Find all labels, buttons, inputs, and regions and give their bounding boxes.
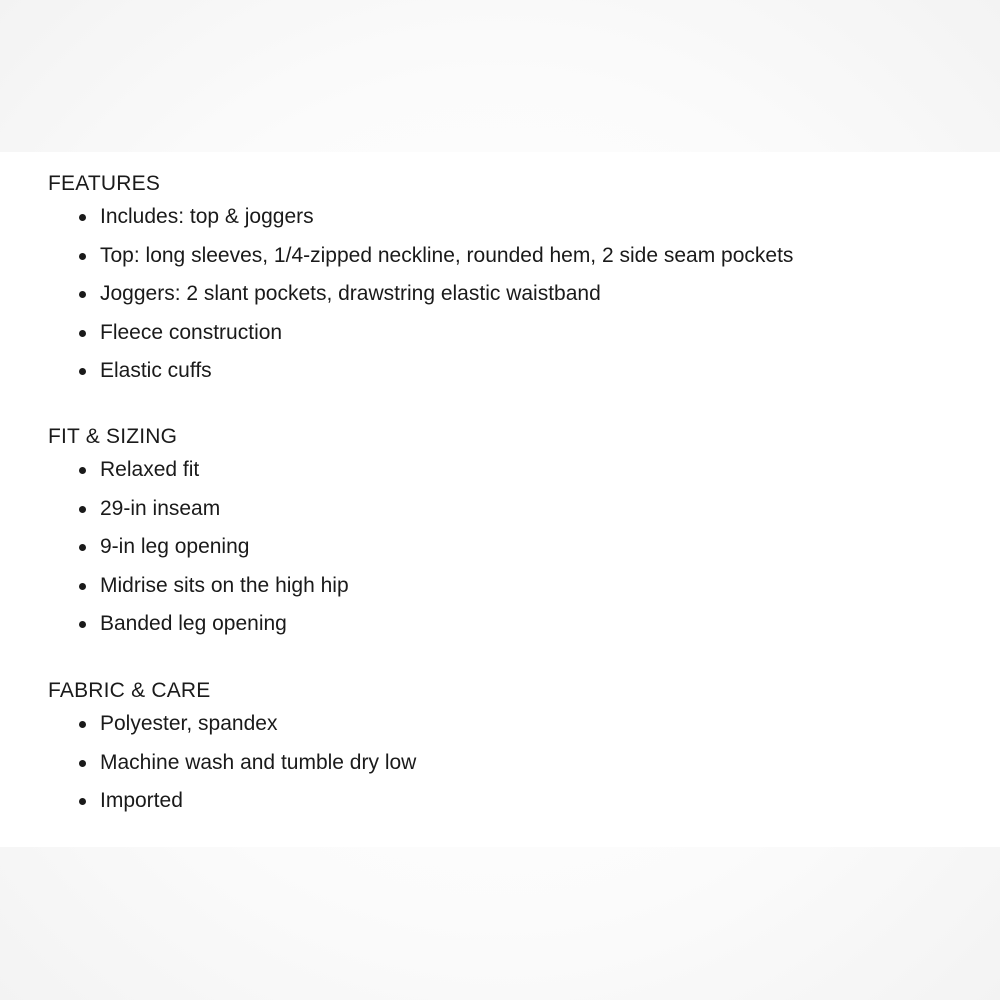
bullet-icon bbox=[79, 798, 86, 805]
list-item: 29-in inseam bbox=[48, 490, 948, 529]
list-item: Fleece construction bbox=[48, 314, 948, 353]
list-item: Top: long sleeves, 1/4-zipped neckline, rounded hem, 2 side seam pockets bbox=[48, 237, 948, 276]
list-item: Elastic cuffs bbox=[48, 352, 948, 391]
bullet-icon bbox=[79, 506, 86, 513]
section-fabric-care bbox=[48, 679, 948, 821]
bullet-icon bbox=[79, 721, 86, 728]
list-item: Machine wash and tumble dry low bbox=[48, 744, 948, 783]
bullet-icon bbox=[79, 544, 86, 551]
list-item: 9-in leg opening bbox=[48, 528, 948, 567]
fabric-care-list bbox=[48, 705, 948, 821]
section-fit-sizing bbox=[48, 425, 948, 644]
list-item: Polyester, spandex bbox=[48, 705, 948, 744]
bullet-icon bbox=[79, 583, 86, 590]
bullet-icon bbox=[79, 467, 86, 474]
list-item: Joggers: 2 slant pockets, drawstring elastic waistband bbox=[48, 275, 948, 314]
section-features bbox=[48, 172, 948, 391]
list-item: Banded leg opening bbox=[48, 605, 948, 644]
list-item: Imported bbox=[48, 782, 948, 821]
bullet-icon bbox=[79, 330, 86, 337]
product-details-panel bbox=[0, 152, 1000, 847]
section-title-fabric-care: FABRIC & CARE bbox=[48, 679, 211, 702]
section-title-features: FEATURES bbox=[48, 172, 161, 195]
bullet-icon bbox=[79, 214, 86, 221]
bullet-icon bbox=[79, 368, 86, 375]
bullet-icon bbox=[79, 760, 86, 767]
features-list bbox=[48, 198, 948, 391]
list-item: Midrise sits on the high hip bbox=[48, 567, 948, 606]
bullet-icon bbox=[79, 621, 86, 628]
list-item: Includes: top & joggers bbox=[48, 198, 948, 237]
bullet-icon bbox=[79, 291, 86, 298]
list-item: Relaxed fit bbox=[48, 451, 948, 490]
fit-sizing-list bbox=[48, 451, 948, 644]
section-title-fit-sizing: FIT & SIZING bbox=[48, 425, 178, 448]
bullet-icon bbox=[79, 253, 86, 260]
